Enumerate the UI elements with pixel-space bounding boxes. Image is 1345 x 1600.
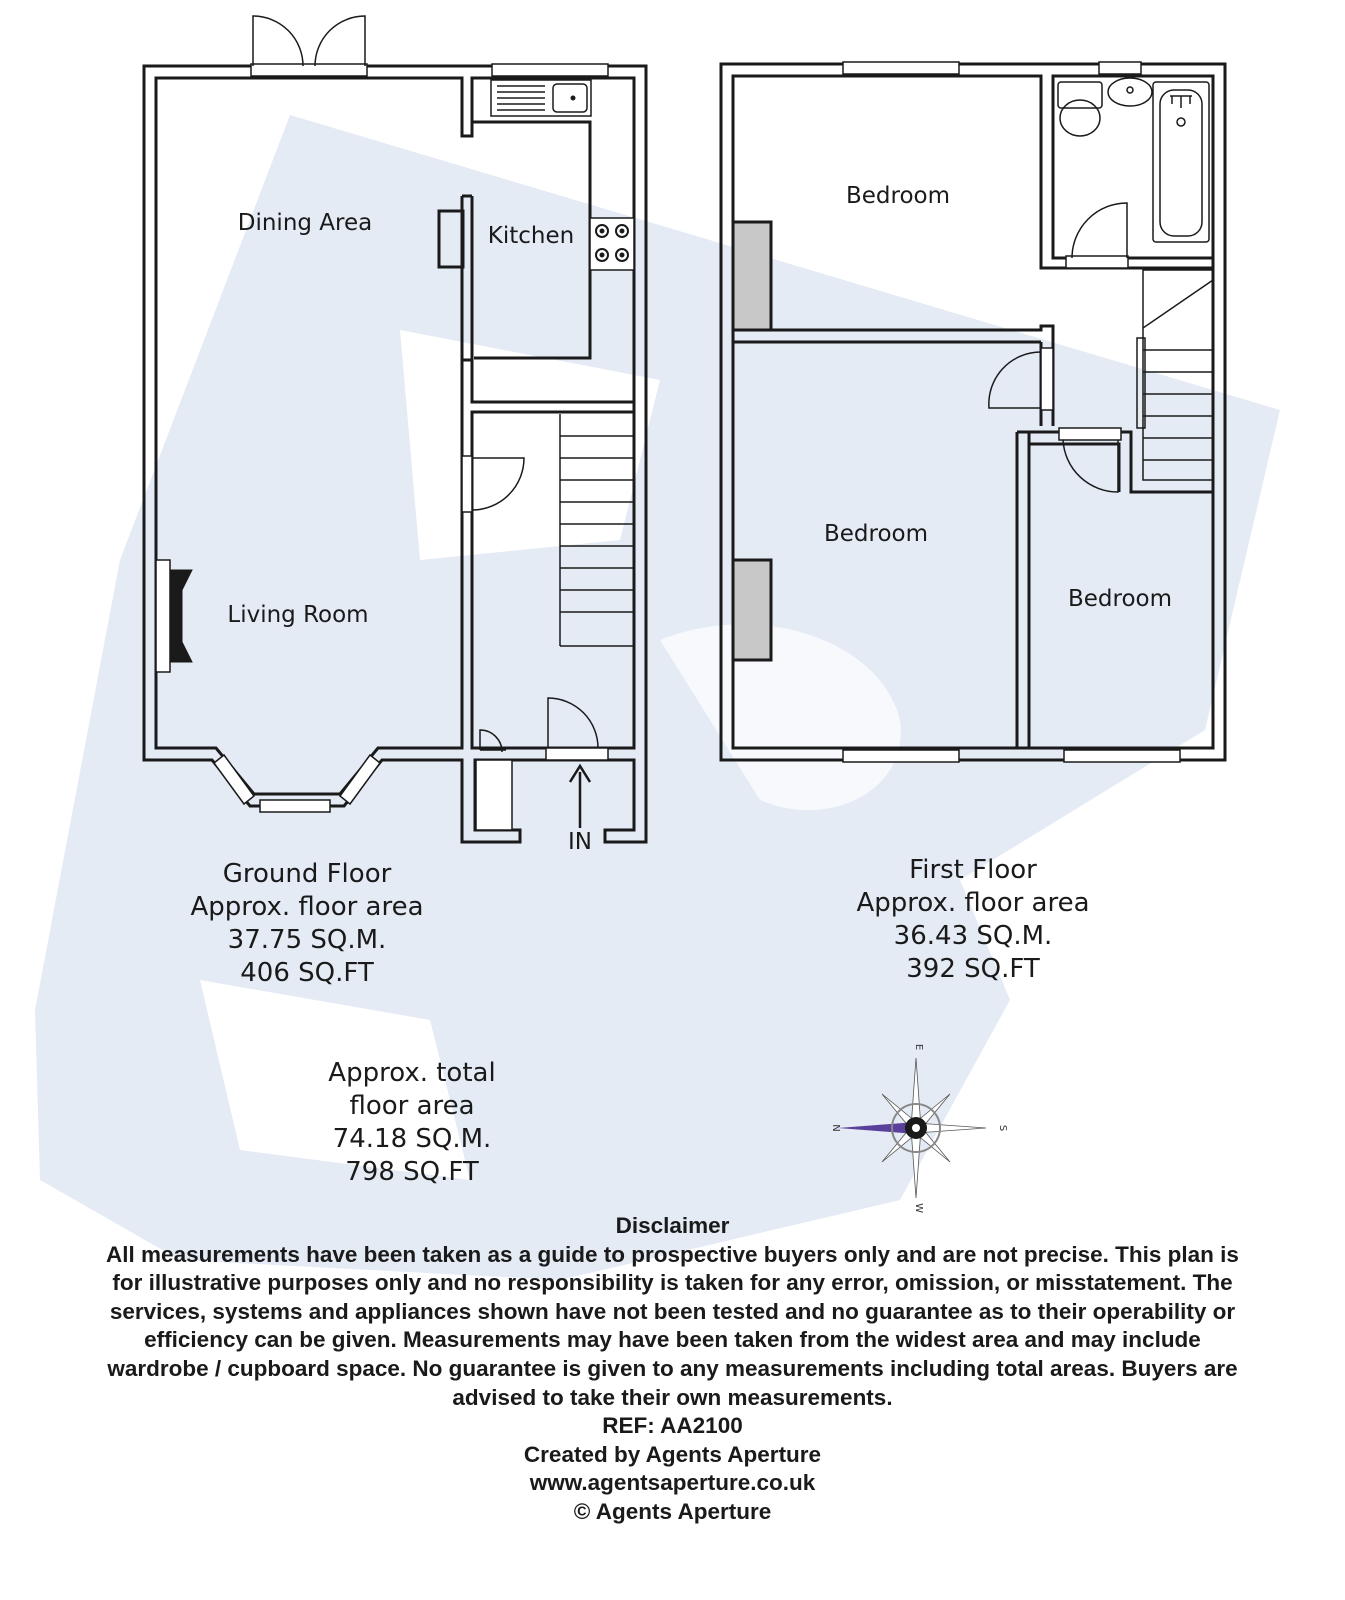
dining-area-label: Dining Area bbox=[237, 210, 373, 236]
compass-west: W bbox=[913, 1203, 924, 1213]
ground-floor-sqm: 37.75 SQ.M. bbox=[227, 925, 387, 955]
first-floor-sqft: 392 SQ.FT bbox=[906, 954, 1040, 984]
disclaimer-line: for illustrative purposes only and no responsibility is taken for any error, omission, or misstatement. The bbox=[112, 1270, 1233, 1296]
disclaimer-line: efficiency can be given. Measurements may have been taken from the widest area and may include bbox=[144, 1327, 1201, 1353]
ground-floor-sqft: 406 SQ.FT bbox=[240, 958, 374, 988]
created-by: Created by Agents Aperture bbox=[523, 1441, 822, 1467]
compass-south: S bbox=[997, 1124, 1008, 1132]
bedroom-label: Bedroom bbox=[845, 183, 951, 209]
living-room-label: Living Room bbox=[227, 602, 369, 628]
disclaimer-line: All measurements have been taken as a guide to prospective buyers only and are not precise. This plan is bbox=[106, 1241, 1239, 1267]
first-floor-area-label: Approx. floor area bbox=[856, 888, 1090, 918]
entrance-label: IN bbox=[568, 829, 592, 855]
disclaimer bbox=[30, 1212, 1315, 1527]
kitchen-label: Kitchen bbox=[487, 223, 575, 249]
bedroom-label: Bedroom bbox=[823, 521, 929, 547]
total-area-line1: Approx. total bbox=[328, 1058, 496, 1088]
disclaimer-heading: Disclaimer bbox=[615, 1213, 730, 1238]
total-area-sqft: 798 SQ.FT bbox=[345, 1157, 479, 1187]
disclaimer-line: advised to take their own measurements. bbox=[452, 1384, 893, 1410]
first-floor-title: First Floor bbox=[909, 855, 1037, 885]
reference-number: REF: AA2100 bbox=[602, 1413, 743, 1439]
ground-floor-area-label: Approx. floor area bbox=[190, 892, 424, 922]
first-floor-sqm: 36.43 SQ.M. bbox=[893, 921, 1053, 951]
disclaimer-line: services, systems and appliances shown have not been tested and no guarantee as to their operability or bbox=[109, 1298, 1236, 1324]
watermark-logo bbox=[35, 115, 1280, 1280]
total-area-sqm: 74.18 SQ.M. bbox=[332, 1124, 492, 1154]
website-url: www.agentsaperture.co.uk bbox=[529, 1470, 816, 1496]
ground-floor-title: Ground Floor bbox=[222, 859, 392, 889]
total-area-line2: floor area bbox=[349, 1091, 475, 1121]
bedroom-label: Bedroom bbox=[1067, 586, 1173, 612]
compass-east: E bbox=[913, 1043, 924, 1051]
compass-north: N bbox=[830, 1124, 841, 1132]
copyright: © Agents Aperture bbox=[573, 1498, 772, 1524]
disclaimer-line: wardrobe / cupboard space. No guarantee is given to any measurements including total areas. Buyers are bbox=[107, 1355, 1238, 1381]
